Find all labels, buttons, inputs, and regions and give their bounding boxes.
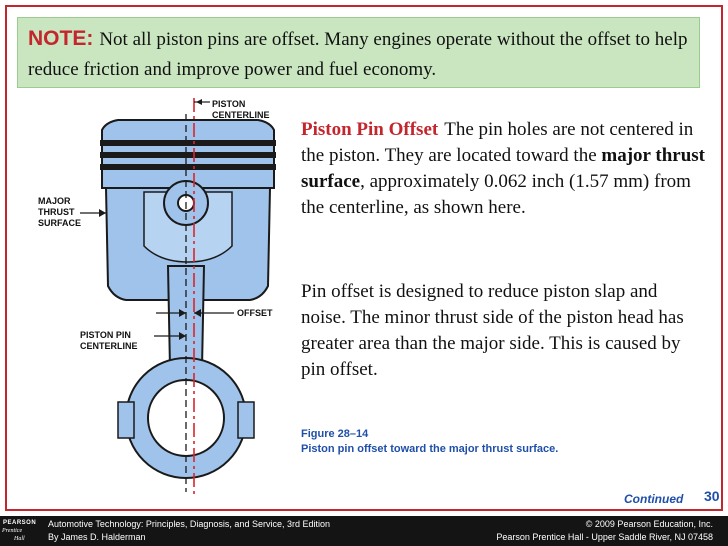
paragraph-bold-term: major thrust surface: [301, 145, 705, 192]
ring-groove: [100, 140, 276, 146]
figure-caption-text: Piston pin offset toward the major thrust surface.: [301, 443, 559, 455]
figure-caption: [301, 427, 558, 457]
publisher-logo: [0, 516, 40, 546]
note-box: [17, 17, 700, 88]
page-number: 30: [704, 488, 720, 504]
logo-sub: Hall: [14, 536, 25, 542]
piston-illustration: [36, 96, 295, 498]
note-text: Not all piston pins are offset. Many engines operate without the offset to help reduce friction and improve power and fuel economy.: [28, 29, 688, 80]
ring-groove: [100, 152, 276, 158]
rod-bolt-boss: [238, 402, 254, 438]
logo-brand: PEARSON: [3, 520, 37, 526]
paragraph-text: , approximately 0.062 inch (1.57 mm) from the centerline, as shown here.: [301, 171, 691, 218]
note-label: NOTE:: [28, 27, 94, 50]
arrow-icon: [99, 209, 106, 217]
label-offset: OFFSET: [237, 308, 273, 318]
paragraph-text: The pin holes are not centered in the piston. They are located toward the: [301, 119, 694, 166]
footer-bar: [0, 516, 728, 546]
footer-copyright: © 2009 Pearson Education, Inc.: [585, 519, 713, 529]
rod-bolt-boss: [118, 402, 134, 438]
paragraph-title: Piston Pin Offset: [301, 119, 439, 140]
ring-groove: [100, 164, 276, 170]
footer-book-title: Automotive Technology: Principles, Diagnosis, and Service, 3rd Edition: [48, 519, 330, 529]
figure-number: Figure 28–14: [301, 428, 369, 440]
label-piston-centerline: PISTON CENTERLINE: [212, 99, 270, 120]
arrow-icon: [196, 99, 202, 105]
label-piston-pin-centerline: PISTON PIN CENTERLINE: [80, 330, 138, 351]
piston-figure: [36, 96, 295, 498]
paragraph-pin-offset: [301, 117, 706, 221]
footer-author: By James D. Halderman: [48, 532, 146, 542]
label-major-thrust-surface: MAJOR THRUST SURFACE: [38, 196, 82, 228]
footer-publisher: Pearson Prentice Hall - Upper Saddle River, NJ 07458: [496, 532, 713, 542]
paragraph-design: Pin offset is designed to reduce piston slap and noise. The minor thrust side of the piston head has greater area than the major side. This is caused by pin offset.: [301, 281, 684, 380]
continued-label: Continued: [624, 492, 684, 506]
logo-sub: Prentice: [2, 528, 23, 534]
